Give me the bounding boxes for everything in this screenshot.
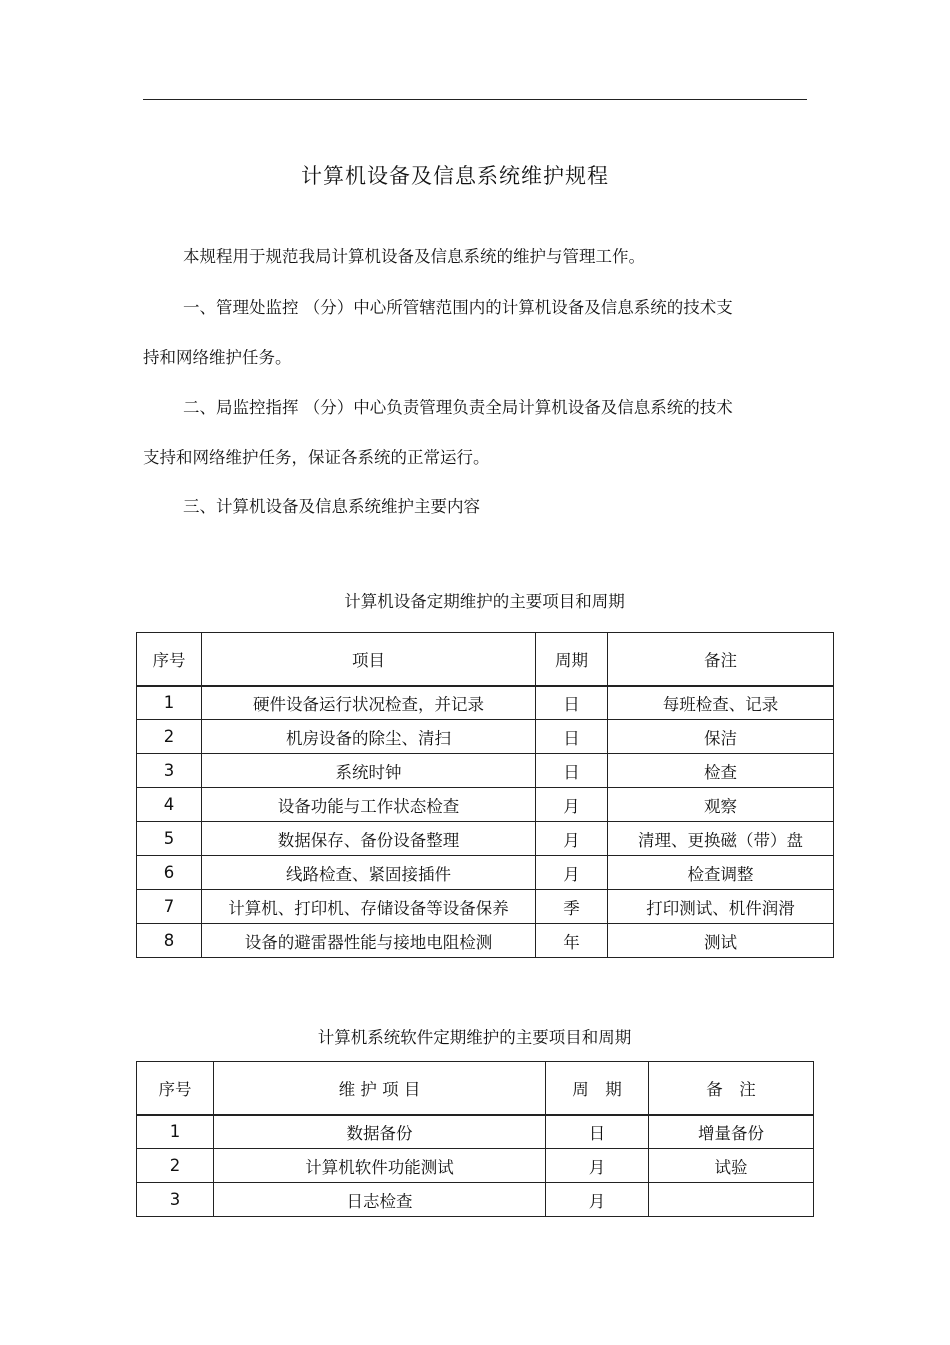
row-index-cell: 2 [137,720,202,754]
row-period-cell: 月 [546,1183,649,1217]
table-row [137,1149,814,1183]
paragraph-intro: 本规程用于规范我局计算机设备及信息系统的维护与管理工作。 [183,247,645,266]
row-remarks-cell: 增量备份 [649,1115,814,1149]
row-period-cell: 日 [546,1115,649,1149]
paragraph-item-2-line-1: 二、局监控指挥 （分）中心负责管理负责全局计算机设备及信息系统的技术 [183,398,733,417]
paragraph-item-1-line-1: 一、管理处监控 （分）中心所管辖范围内的计算机设备及信息系统的技术支 [183,298,733,317]
header-cell-period: 周期 [536,633,608,686]
row-index-cell: 8 [137,924,202,958]
row-item-cell: 数据备份 [214,1115,546,1149]
header-cell-item: 项目 [202,633,536,686]
row-index-cell: 1 [137,1115,214,1149]
row-period-cell: 日 [536,754,608,788]
row-remarks-cell [649,1183,814,1217]
table-header-row [137,1062,814,1115]
row-index-cell: 4 [137,788,202,822]
row-item-cell: 计算机软件功能测试 [214,1149,546,1183]
row-remarks-cell: 清理、更换磁（带）盘 [608,822,834,856]
row-index-cell: 7 [137,890,202,924]
row-remarks-cell: 打印测试、机件润滑 [608,890,834,924]
header-cell-remarks: 备注 [608,633,834,686]
row-remarks-cell: 保洁 [608,720,834,754]
row-remarks-cell: 试验 [649,1149,814,1183]
table-row [137,822,834,856]
table1-caption: 计算机设备定期维护的主要项目和周期 [344,592,625,611]
table-row [137,890,834,924]
row-period-cell: 季 [536,890,608,924]
row-item-cell: 硬件设备运行状况检查，并记录 [202,686,536,720]
row-period-cell: 月 [546,1149,649,1183]
row-remarks-cell: 测试 [608,924,834,958]
row-item-cell: 机房设备的除尘、清扫 [202,720,536,754]
row-index-cell: 1 [137,686,202,720]
software-maintenance-table [136,1061,814,1217]
row-period-cell: 日 [536,686,608,720]
header-cell-index: 序号 [137,633,202,686]
row-item-cell: 设备的避雷器性能与接地电阻检测 [202,924,536,958]
table-row [137,1115,814,1149]
row-item-cell: 系统时钟 [202,754,536,788]
table-row [137,720,834,754]
table-row [137,754,834,788]
row-remarks-cell: 观察 [608,788,834,822]
row-index-cell: 5 [137,822,202,856]
row-item-cell: 日志检查 [214,1183,546,1217]
table-row [137,924,834,958]
row-index-cell: 3 [137,754,202,788]
row-remarks-cell: 每班检查、记录 [608,686,834,720]
row-period-cell: 月 [536,788,608,822]
paragraph-item-2-line-2: 支持和网络维护任务，保证各系统的正常运行。 [143,448,490,467]
row-index-cell: 2 [137,1149,214,1183]
row-period-cell: 日 [536,720,608,754]
table-header-row [137,633,834,686]
row-remarks-cell: 检查调整 [608,856,834,890]
equipment-maintenance-table [136,632,834,958]
row-period-cell: 年 [536,924,608,958]
header-cell-item: 维 护 项 目 [214,1062,546,1115]
document-title: 计算机设备及信息系统维护规程 [301,164,609,188]
table-row [137,1183,814,1217]
table-row [137,788,834,822]
table2-caption: 计算机系统软件定期维护的主要项目和周期 [317,1028,632,1047]
row-remarks-cell: 检查 [608,754,834,788]
row-period-cell: 月 [536,822,608,856]
header-cell-remarks: 备 注 [649,1062,814,1115]
row-index-cell: 6 [137,856,202,890]
paragraph-item-1-line-2: 持和网络维护任务。 [143,348,292,367]
row-item-cell: 数据保存、备份设备整理 [202,822,536,856]
row-index-cell: 3 [137,1183,214,1217]
paragraph-item-3: 三、计算机设备及信息系统维护主要内容 [183,497,480,516]
row-period-cell: 月 [536,856,608,890]
header-rule [143,99,807,100]
row-item-cell: 设备功能与工作状态检查 [202,788,536,822]
row-item-cell: 线路检查、紧固接插件 [202,856,536,890]
header-cell-index: 序号 [137,1062,214,1115]
row-item-cell: 计算机、打印机、存储设备等设备保养 [202,890,536,924]
header-cell-period: 周 期 [546,1062,649,1115]
table-row [137,686,834,720]
table-row [137,856,834,890]
